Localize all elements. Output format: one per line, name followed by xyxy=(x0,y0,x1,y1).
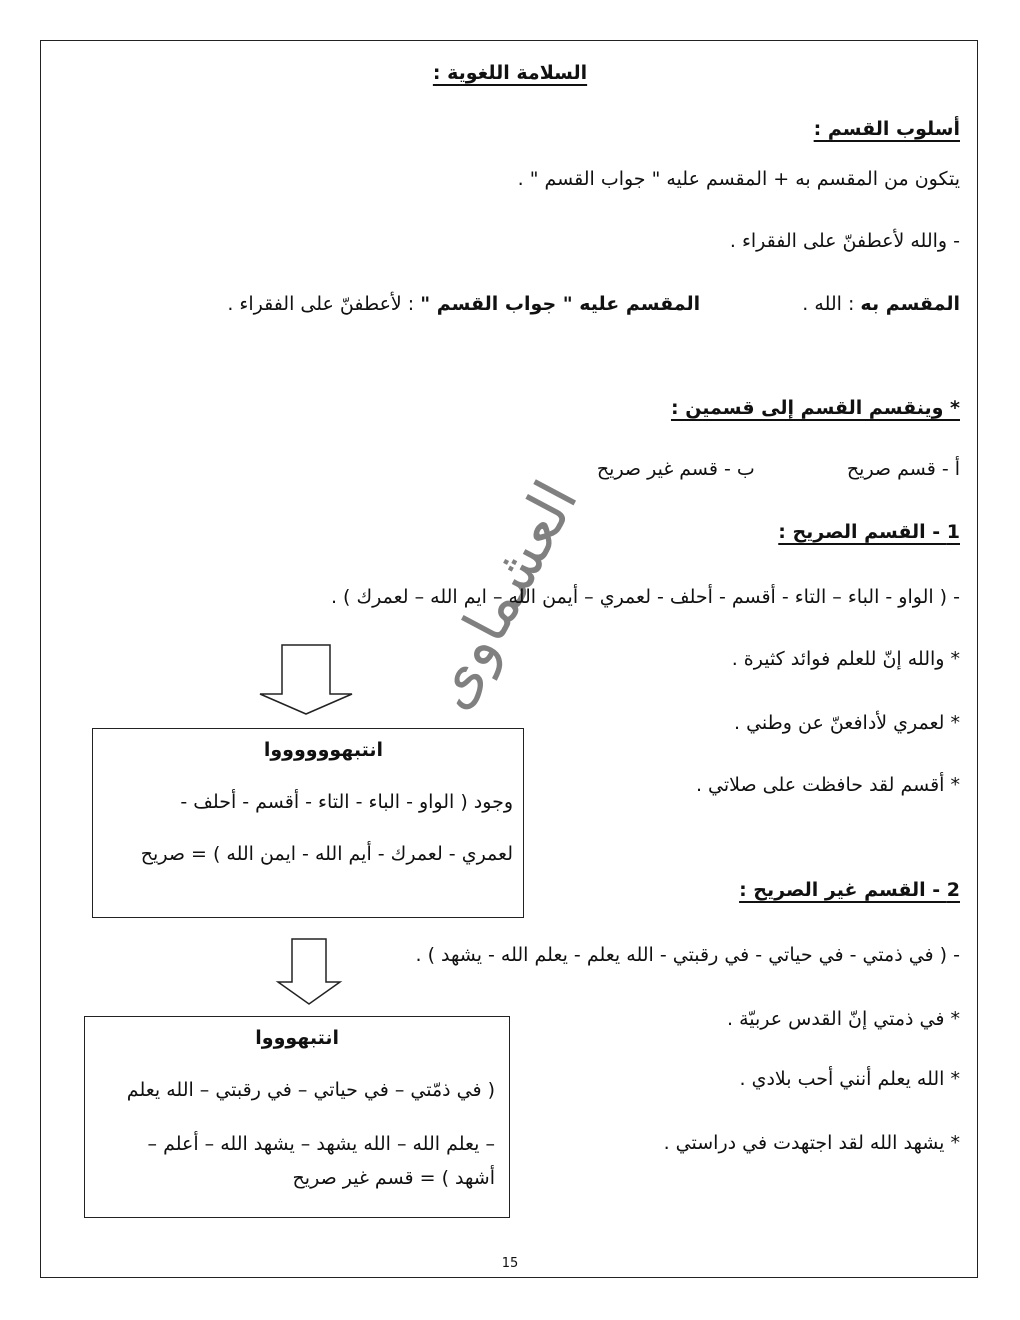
implicit-example-1: * في ذمتي إنّ القدس عربيّة . xyxy=(726,1008,960,1030)
oath-example: - والله لأعطفنّ على الفقراء . xyxy=(729,230,960,252)
implicit-note-title: انتبهوووا xyxy=(255,1027,339,1049)
down-arrow-icon xyxy=(256,644,356,716)
down-arrow-icon xyxy=(274,938,344,1008)
watermark: العشماوى xyxy=(414,469,592,721)
analysis-label-sworn-by: المقسم به xyxy=(860,293,960,315)
division-types xyxy=(597,460,960,479)
explicit-heading: 1 - القسم الصريح : xyxy=(778,521,960,543)
explicit-note-box xyxy=(92,728,524,918)
division-heading: * وينقسم القسم إلى قسمين : xyxy=(670,397,960,419)
page-number: 15 xyxy=(501,1256,519,1271)
implicit-note-line-2: – يعلم الله – الله يشهد – يشهد الله – أعلم – xyxy=(147,1133,495,1155)
explicit-example-1: * والله إنّ للعلم فوائد كثيرة . xyxy=(731,648,960,670)
explicit-example-3: * أقسم لقد حافظت على صلاتي . xyxy=(695,774,960,796)
section-heading-oath-style: أسلوب القسم : xyxy=(813,118,960,140)
implicit-tools: - ( في ذمتي - في حياتي - في رقبتي - الله يعلم - يعلم الله - يشهد ) . xyxy=(415,944,960,966)
explicit-tools: - ( الواو - الباء – التاء - أقسم - أحلف - لعمري – أيمن الله – ايم الله – لعمرك ) . xyxy=(330,586,960,608)
analysis-value-sworn-on: : لأعطفنّ على الفقراء . xyxy=(227,293,415,315)
explicit-note-line-1: وجود ( الواو - الباء - التاء - أقسم - أحلف - xyxy=(180,791,513,813)
implicit-note-line-1: ( في ذمّتي – في حياتي – في رقبتي – الله يعلم xyxy=(126,1079,495,1101)
implicit-example-3: * يشهد الله لقد اجتهدت في دراستي . xyxy=(663,1132,960,1154)
analysis-value-sworn-by: : الله . xyxy=(802,293,855,315)
type-a: أ - قسم صريح xyxy=(846,458,960,480)
implicit-note-line-3: أشهد ) = قسم غير صريح xyxy=(292,1167,495,1189)
explicit-example-2: * لعمري لأدافعنّ عن وطني . xyxy=(734,712,960,734)
oath-analysis xyxy=(227,295,960,314)
implicit-note-box xyxy=(84,1016,510,1218)
type-b: ب - قسم غير صريح xyxy=(596,458,755,480)
implicit-example-2: * الله يعلم أنني أحب بلادي . xyxy=(739,1068,960,1090)
analysis-label-sworn-on: المقسم عليه " جواب القسم " xyxy=(420,293,701,315)
page-title: السلامة اللغوية : xyxy=(432,62,588,84)
explicit-note-title: انتبهووووووا xyxy=(263,739,383,761)
explicit-note-line-2: لعمري - لعمرك - أيم الله - ايمن الله ) = صريح xyxy=(140,843,513,865)
oath-definition: يتكون من المقسم به + المقسم عليه " جواب القسم " . xyxy=(517,168,960,190)
implicit-heading: 2 - القسم غير الصريح : xyxy=(739,879,960,901)
